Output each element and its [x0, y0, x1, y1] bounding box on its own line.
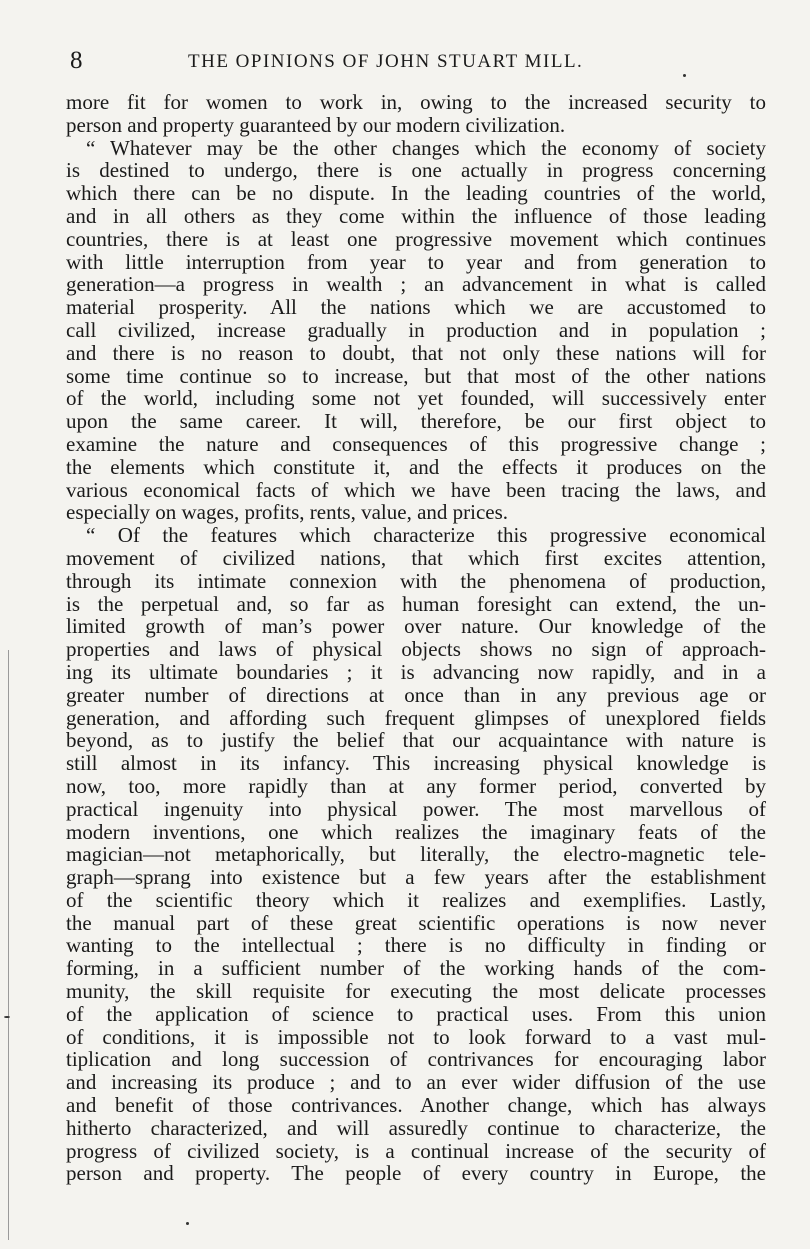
text-line: of the application of science to practical uses. From this union	[66, 1001, 766, 1026]
text-line: and benefit of those contrivances. Another change, which has always	[66, 1093, 766, 1118]
text-line: the elements which constitute it, and the effects it produces on the	[66, 454, 766, 479]
text-line: countries, there is at least one progressive movement which continues	[66, 226, 766, 251]
page-header	[70, 46, 770, 76]
text-line: properties and laws of physical objects shows no sign of approach-	[66, 637, 766, 662]
text-line: upon the same career. It will, therefore, be our first object to	[66, 409, 766, 434]
text-line: generation—a progress in wealth ; an advancement in what is called	[66, 272, 766, 297]
text-line: generation, and affording such frequent glimpses of unexplored fields	[66, 705, 766, 730]
text-line: now, too, more rapidly than at any former period, converted by	[66, 773, 766, 798]
margin-rule	[8, 650, 9, 1240]
text-line: forming, in a sufficient number of the working hands of the com-	[66, 956, 766, 981]
text-line: person and property guaranteed by our modern civilization.	[66, 112, 566, 137]
text-line: movement of civilized nations, that which first excites attention,	[66, 545, 766, 570]
text-line: various economical facts of which we have been tracing the laws, and	[66, 477, 766, 502]
text-line: ing its ultimate boundaries ; it is advancing now rapidly, and in a	[66, 659, 766, 684]
text-line: some time continue so to increase, but that most of the other nations	[66, 363, 766, 388]
text-line: of conditions, it is impossible not to look forward to a vast mul-	[66, 1024, 766, 1049]
text-line: examine the nature and consequences of this progressive change ;	[66, 431, 766, 456]
text-line: more fit for women to work in, owing to the increased security to	[66, 90, 766, 114]
text-line: hitherto characterized, and will assuredly continue to characterize, the	[66, 1115, 766, 1140]
text-line: is destined to undergo, there is one actually in progress concerning	[66, 158, 766, 183]
text-line: munity, the skill requisite for executing the most delicate processes	[66, 979, 766, 1004]
text-line: which there can be no dispute. In the leading countries of the world,	[66, 181, 766, 206]
text-line: material prosperity. All the nations which we are accustomed to	[66, 295, 766, 320]
text-line: person and property. The people of every country in Europe, the	[66, 1161, 766, 1186]
text-line: of the world, including some not yet founded, will successively enter	[66, 386, 766, 411]
text-line: limited growth of man’s power over nature. Our knowledge of the	[66, 614, 766, 639]
text-line: beyond, as to justify the belief that our acquaintance with nature is	[66, 728, 766, 753]
text-line: greater number of directions at once than in any previous age or	[66, 682, 766, 707]
text-line: especially on wages, profits, rents, value, and prices.	[66, 500, 509, 525]
text-line: and in all others as they come within the influence of those leading	[66, 203, 766, 228]
ink-speck	[683, 74, 686, 77]
text-line: with little interruption from year to year and from generation to	[66, 249, 766, 274]
page-number: 8	[70, 47, 83, 74]
ink-speck	[4, 1016, 10, 1018]
text-line: is the perpetual and, so far as human foresight can extend, the un-	[66, 591, 766, 616]
body-text	[66, 91, 766, 1185]
text-line: “ Of the features which characterize this progressive economical	[86, 523, 766, 548]
text-line: wanting to the intellectual ; there is no difficulty in finding or	[66, 933, 766, 958]
text-line: through its intimate connexion with the phenomena of production,	[66, 568, 766, 593]
ink-speck	[186, 1222, 189, 1225]
text-line: call civilized, increase gradually in production and in population ;	[66, 317, 766, 342]
text-line: and increasing its produce ; and to an ever wider diffusion of the use	[66, 1070, 766, 1095]
text-line: practical ingenuity into physical power. The most marvellous of	[66, 796, 766, 821]
text-line: graph—sprang into existence but a few years after the establishment	[66, 865, 766, 890]
text-line: tiplication and long succession of contrivances for encouraging labor	[66, 1047, 766, 1072]
text-line: still almost in its infancy. This increasing physical knowledge is	[66, 751, 766, 776]
text-line: the manual part of these great scientific operations is now never	[66, 910, 766, 935]
text-line: magician—not metaphorically, but literally, the electro-magnetic tele-	[66, 842, 766, 867]
text-line: of the scientific theory which it realizes and exemplifies. Lastly,	[66, 887, 766, 912]
text-line: progress of civilized society, is a continual increase of the security of	[66, 1138, 766, 1163]
text-line: and there is no reason to doubt, that not only these nations will for	[66, 340, 766, 365]
text-line: modern inventions, one which realizes the imaginary feats of the	[66, 819, 766, 844]
running-head: THE OPINIONS OF JOHN STUART MILL.	[188, 51, 584, 72]
text-line: “ Whatever may be the other changes which the economy of society	[86, 135, 766, 160]
